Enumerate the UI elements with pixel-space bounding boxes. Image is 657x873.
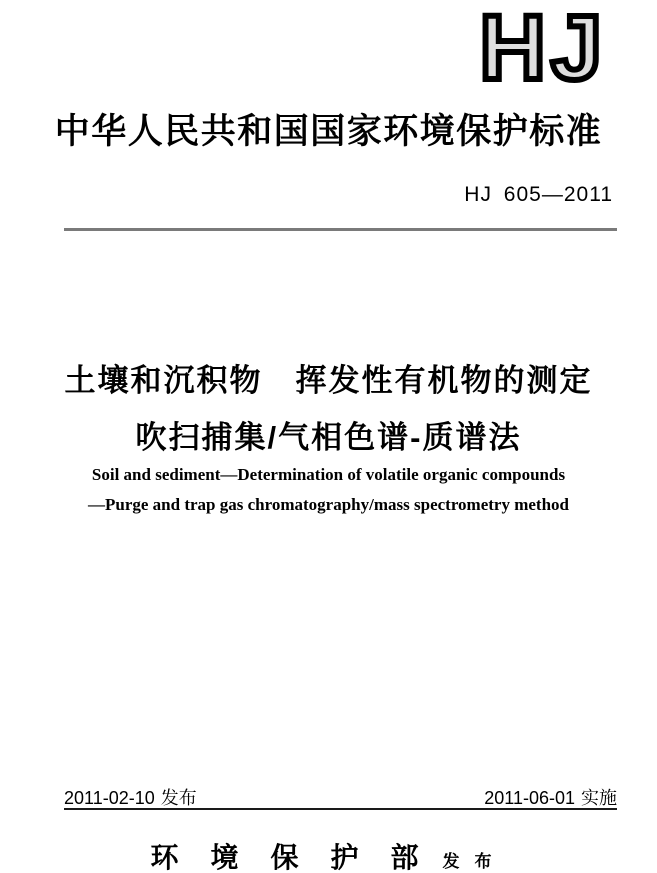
standard-number: HJ 605—2011 <box>464 183 613 206</box>
standard-title-zh <box>0 352 657 466</box>
footer-divider <box>64 808 617 810</box>
effective-date: 2011-06-01 <box>484 788 575 808</box>
issuer-row <box>0 836 657 873</box>
hj-logo: HJ <box>479 0 607 99</box>
title-en-line1: Soil and sediment—Determination of volatile organic compounds <box>91 465 566 484</box>
header-divider <box>64 228 617 231</box>
effective-date-label: 实施 <box>581 788 617 808</box>
issuing-authority: 环境保护部 <box>150 842 451 873</box>
standard-category-title: 中华人民共和国国家环境保护标准 <box>54 112 603 151</box>
title-en-line2: —Purge and trap gas chromatography/mass spectrometry method <box>88 495 569 514</box>
issue-date: 2011-02-10 <box>64 788 155 808</box>
title-zh-line1: 土壤和沉积物 挥发性有机物的测定 <box>64 363 593 398</box>
issuer-publish-label: 发布 <box>442 852 507 871</box>
standard-title-en <box>0 460 657 520</box>
dates-row <box>64 784 617 810</box>
issue-date-group <box>64 784 197 810</box>
issue-date-label: 发布 <box>160 788 197 808</box>
title-zh-line2: 吹扫捕集/气相色谱-质谱法 <box>135 420 522 455</box>
effective-date-group <box>484 784 617 810</box>
